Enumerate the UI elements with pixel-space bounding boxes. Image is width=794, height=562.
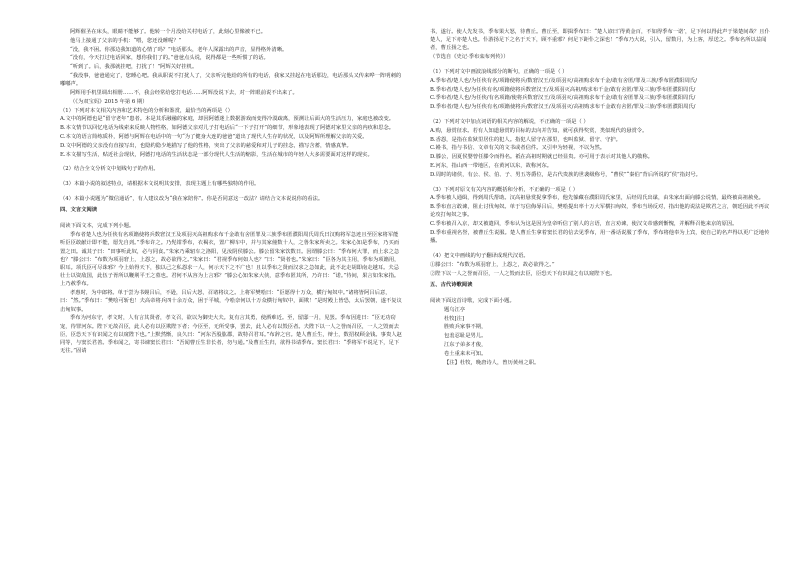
option-b: B.季布直言敢谏，阻止讨伐匈奴。单于写信侮辱吕后，樊哙提出率十万大军横扫匈奴，季布当场反对，指出他的说法是欺君之言，朝廷因此不再议论攻打匈奴之事。: [430, 204, 770, 219]
story-paragraph: “听到了。后，我那就挂吧，打扰了！”阿辉关好挂机。: [70, 64, 198, 71]
story-paragraph: “我没事，爸爸通完了，您睡心吧。我从职说不打扰人了，父亲听完他给的所有的电话，我家又挂起在电话那边，电话那头又传来哗一阵明刺的嘟嘟声。: [60, 72, 402, 88]
option-e: E.本文描写生活，贴近社会现状，阿德打电话的生活状态是一部分现代人生活的缩影，生活在城市的年轻人大多需要面对这样的现实。: [60, 151, 373, 158]
poem-note: 【注】杜牧，晚唐诗人，曾历黄州之职。: [444, 359, 540, 366]
option-d: D.季布重视名誉，被曹丘生说服。楚人曹丘生拿着窦长君的信去见季布，用一番话说服了季布，季布将他奉为上宾，使自己的名声得以更广泛地传播。: [430, 229, 770, 245]
poem-line: 胜败兵家事不期，: [444, 324, 487, 331]
poem-line: 江东子弟多才俊，: [444, 341, 487, 348]
option-f: D.周时的诸侯，有公、侯、伯、子、男五等爵位，是古代贵族的世袭级称号，“曹侯”“秦伯”背后所说的“侯”指封号。: [430, 171, 701, 178]
classical-question-3: （3）下列对原文有关内容的概括和分析，不正确的一项是（ ）: [430, 186, 579, 193]
question-4: （4）本篇小说题为“微信通话”，有人建议改为“我在家陪你”。你是否同意这一改法？请结合文本说说你的看法。: [60, 195, 324, 202]
classical-paragraph: 孝惠时，为中郎将。单于尝为书嫚吕后，不逊，吕后大怒，召诸将议之。上将军樊哙曰：“臣愿得十万众，横行匈奴中。”诸将皆阿吕后意，曰：“然。”季布曰：“樊哙可斩也！夫高帝将兵四十余万众，困于平城，今哙奈何以十万众横行匈奴中，面欺！”是时殿上皆恐，太后罢朝，遂不复议击匈奴事。: [60, 290, 402, 313]
option-b: B.季布者/楚人也/为任侠有名/项籍使将兵数窘汉王/及项羽灭高祖/购求布千金/敢有舍匿/罪及三族/季布匿濮阳周氏/: [430, 86, 696, 93]
question-3: （3）本篇小说的叙述特点，请根据本文说明其安排，表现主题上有哪些独特的作用。: [60, 181, 260, 188]
section-heading-poetry: 五、古代诗歌阅读: [430, 281, 473, 288]
option-d: D.滕公，因夏侯婴曾任滕令而得名。祇在高祖时期就已经显贵。亦可用于表示对其他人的敬称。: [430, 154, 653, 161]
question-1: （1）下列对本文相关内容和艺术特色的分析和鉴赏，最恰当的两项是（）: [60, 107, 233, 114]
story-paragraph: “没有，今天打过电话回家，想你我们了的。”爸爸点头说，说得都是一些听惯了的话。: [70, 55, 269, 62]
classical-paragraph: 季布者楚人也为任侠有名项籍使将兵数窘汉王及项羽灭高祖购求布千金敢有舍匿罪及三族季布匿濮阳周氏周氏曰汉购将军急迹且至臣家将军能听臣臣敢献计即不能，愿先自刭。”季布许之。乃髡钳季布，衣褐衣，置广柳车中，并与其家僮数十人，之鲁朱家所卖之。朱家心知是季布，乃买而置之田。诚其子曰：“田事听此奴，必与同食。”朱家乃乘轺车之洛阳，见汝阴侯滕公。滕公留朱家饮数日。因谓滕公曰：“季布何大罪，而上求之急也？”滕公曰：“布数为项羽窘上，上怨之，故必欲得之。”朱家曰：“君视季布何如人也？”曰：“贤者也。”朱家曰：“臣各为其主用，季布为项籍用，职耳。项氏臣可尽诛邪？今上始得天下，独以己之私怨求一人，何示天下之不广也！且以季布之贤而汉求之急如此，此不北走胡即南走越耳。夫忌壮士以资敌国，此伍子胥所以鞭荆平王之墓也。君何不从容为上言邪？”滕公心知朱家大侠，意季布匿其所，乃许曰：“诺。”待间，果言如朱家指。上乃赦季布。: [60, 232, 400, 288]
translation-line: ②陛下以一人之誉而召臣，一人之毁而去臣，臣恐天下有识闻之有以窥陛下也。: [430, 270, 616, 277]
left-column: [60, 28, 402, 356]
poem-line: 卷土重来未可知。: [444, 350, 487, 357]
option-a: A.文中的阿德也是“留守老年”患者。本是其乐融融的家庭，却因阿德迷上数据游戏而变得冷漠疏离，预测让后面大的生活压力，家庭也被改变。: [60, 116, 395, 123]
story-source: （《为双宝妈》2015 年第 6 期）: [70, 98, 148, 105]
story-paragraph: 阿辉用手机里调出相册……不，我会经常给您打电话……阿辉没说下去，对一阵眼前说不出来了。: [70, 89, 298, 96]
poem-author: 杜牧[注]: [444, 315, 465, 322]
question-2: （2）结合全文分析文中划线句子的作用。: [60, 166, 159, 173]
classical-question-2: （2）下列对文中加点词语的相关内容的解说，不正确的一项是（ ）: [430, 118, 589, 125]
option-b: B.香怨，是指在监狱里居住的犯人。指犯人留守在那里，也叫监狱、留守、守护。: [430, 136, 621, 143]
option-a: A.季布者/楚人也/为任侠有名/项籍使将兵/数窘汉王/及项羽灭/高祖购求布千金/敢有舍匿/罪及三族/季布匿濮阳周氏/: [430, 77, 698, 84]
option-b: B.本文情节以回忆电话为线索来反映人物性格，如阿德父亲对儿子打电话后“一下子打开”的细节，形象地表现了阿德对家里父亲的内疚和思念。: [60, 125, 395, 132]
right-column: [430, 28, 772, 367]
classical-continuation: 书，遂行。使人先发书，季布果大怒，待曹丘。曹丘至，即揖季布曰：“楚人谚曰‘得黄金百，不如得季布一诺’，足下何以得此声于梁楚间哉？且仆楚人，足下亦楚人也。仆游扬足下之名于天下，顾不重邪？何足下距仆之深也！”季布乃大说，引入，留数月，为上客，厚送之。季布名所以益闻者，曹丘扬之也。: [430, 29, 770, 52]
classical-question-1: （1）下列对文中画波浪线部分的断句，正确的一项是（ ）: [430, 69, 568, 75]
classical-question-4: （4）把文中画线的句子翻译成现代汉语。: [430, 252, 529, 259]
poem-line: 包羞忍耻是男儿。: [444, 333, 487, 340]
reading-questions: [60, 107, 402, 159]
poem-title: 题乌江亭: [444, 306, 466, 313]
story-paragraph: “没，我不困。你那边我知道的心情了吗？”电话那头，老年人深露出的声音，显得格外清晰。: [70, 46, 288, 53]
classical-paragraph: 季布为河东守，孝文时，人有言其贤者，孝文召，欲以为御史大夫。复有言其勇，使酒难近。至，留邸一月，见罢。季布因进曰：“臣无功窃宠，待罪河东。陛下无故召臣，此人必有以臣欺陛下者；今臣至，无所受事，罢去，此人必有以毁臣者。夫陛下以一人之誉而召臣，一人之毁而去臣，臣恐天下有识闻之有以窥陛下也。”上默然惭，良久曰：“河东吾股肱郡，故特召君耳。”布辞之官。楚人曹丘生，辩士，数招权顾金钱。事贵人赵同等，与窦长君善。季布闻之，寄书谏窦长君曰：“吾闻曹丘生非长者，勿与通。”及曹丘生归，欲得书请季布。窦长君曰：“季将军不说足下，足下无往。”固请: [60, 315, 402, 355]
option-c: C.季布者/楚人也/为任侠/有名项籍/使将兵数窘汉王/及项羽灭/高祖购求布千金/敢有舍匿罪及三族/季布匿濮阳周氏/: [430, 95, 696, 102]
option-a: A.季布被人通缉，得到周氏帮助。汉高祖悬赏捉拿季布，他先躲藏在濮阳周氏家里，后经周氏出谋，由朱家出面向滕公说情，最终被高祖赦免。: [430, 195, 764, 202]
option-c: C.季布被召入京，却又被遣回，季布认为这是因为皇帝听信了别人的言语，直言劝谏，使汉文帝感到惭愧，并解释召他来京的原因。: [430, 221, 738, 228]
story-paragraph: 他马上接通了父亲的手机：“喂，您还没睡呢？”: [70, 37, 182, 44]
option-e: E.河东，指山西一带地区，在黄河以东，故称河东。: [430, 162, 553, 169]
story-text: [60, 28, 402, 97]
section-heading-classical: 四、文言文阅读: [60, 207, 98, 214]
option-a: A.购，悬赏征求。若有人知道悬赏的目标的去向并告知，就可获得奖赏，类似现代的悬赏令。: [430, 127, 648, 134]
option-c: C.本文的语言简练质朴，阿德与阿辉在电话中的一句“为了健身大连的爸爸”道出了现代人生存的状况，以及阿辉所理解父亲的关爱。: [60, 133, 368, 140]
translation-line: ①滕公曰：“布数为项羽窘上，上怨之，故必欲得之。”: [430, 261, 555, 268]
option-d: D.季布者/楚人也/为任侠有名/项籍使将兵/数窘汉王/及项羽灭/高祖购求布千金敢有舍匿/罪及三族/季布匿濮阳周氏/: [430, 104, 696, 111]
story-paragraph: 阿辉催圣在床头，眼睛不能够了。他转一个月没给关村电话了，此刻心里像被不已。: [70, 29, 266, 35]
poem-prompt: 阅读下面这首诗歌，完成下面小题。: [430, 297, 515, 304]
option-c: C.嫚书，指与书信、文章有关的文书或者信件。又引申为轻视，不以为然。: [430, 145, 606, 152]
classical-source: （节选自《史记·季布栾布列传》）: [430, 54, 509, 61]
classical-prompt: 阅读下面文本，完成下列小题。: [60, 223, 135, 230]
option-d: D.文中阿德的父亲没有直接写出，也隐约隐少地描写了他的性格，突出了父亲的慈爱和对儿子的挂念，描写含蓄，情感真挚。: [60, 142, 352, 149]
